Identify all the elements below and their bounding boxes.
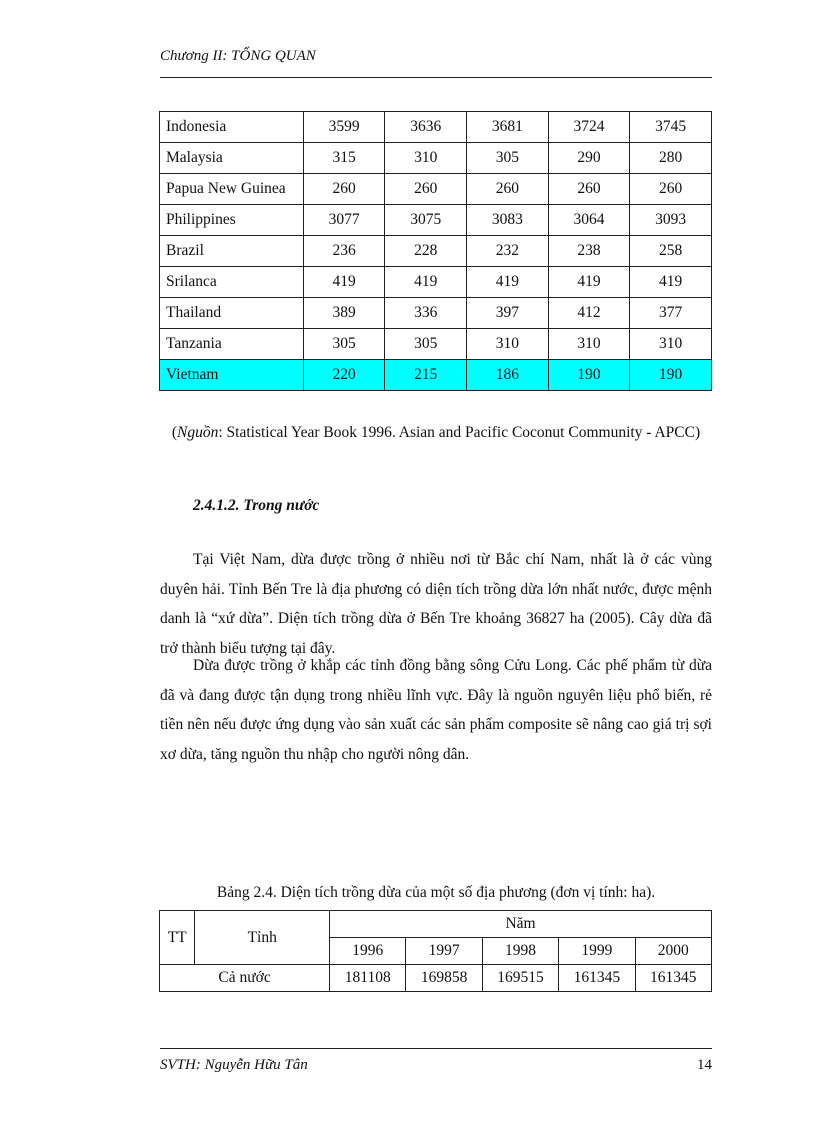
value-cell: 305 [303, 329, 385, 360]
coconut-area-by-province-table [159, 910, 712, 992]
table-2-caption: Bảng 2.4. Diện tích trồng dừa của một số địa phương (đơn vị tính: ha). [216, 884, 656, 901]
value-cell: 215 [385, 360, 467, 391]
table-row [160, 174, 712, 205]
table-source-note [160, 420, 712, 446]
value-cell: 238 [548, 236, 630, 267]
value-cell: 310 [548, 329, 630, 360]
table-row [160, 360, 712, 391]
country-cell: Srilanca [160, 267, 304, 298]
value-cell: 260 [630, 174, 712, 205]
total-value: 169858 [406, 965, 482, 992]
value-cell: 315 [303, 143, 385, 174]
page-number: 14 [697, 1057, 712, 1073]
value-cell: 186 [467, 360, 549, 391]
col-header-year: 2000 [635, 938, 711, 965]
value-cell: 397 [467, 298, 549, 329]
paragraph-2: Dừa được trồng ở khắp các tỉnh đồng bằng sông Cửu Long. Các phế phẩm từ dừa đã và đang được tận dụng trong nhiều lĩnh vực. Đây là nguồn nguyên liệu phổ biến, rẻ tiền nên nếu được ứng dụng vào sản xuất các sản phẩm composite sẽ nâng cao giá trị sợi xơ dừa, tăng nguồn thu nhập cho người nông dân. [160, 657, 712, 763]
header-rule [160, 77, 712, 78]
col-header-province: Tỉnh [195, 911, 330, 965]
country-cell: Brazil [160, 236, 304, 267]
table-row [160, 298, 712, 329]
value-cell: 260 [467, 174, 549, 205]
total-value: 181108 [330, 965, 406, 992]
table-row [160, 143, 712, 174]
value-cell: 419 [467, 267, 549, 298]
value-cell: 419 [630, 267, 712, 298]
table-row [160, 205, 712, 236]
country-cell: Philippines [160, 205, 304, 236]
value-cell: 290 [548, 143, 630, 174]
total-value: 161345 [635, 965, 711, 992]
country-cell: Vietnam [160, 360, 304, 391]
paragraph-1: Tại Việt Nam, dừa được trồng ở nhiều nơi từ Bắc chí Nam, nhất là ở các vùng duyên hải. Tỉnh Bến Tre là địa phương có diện tích trồng dừa lớn nhất nước, được mệnh danh là “xứ dừa”. Diện tích trồng dừa ở Bến Tre khoảng 36827 ha (2005). Cây dừa đã trở thành biểu tượng tại đây. [160, 551, 712, 657]
value-cell: 260 [303, 174, 385, 205]
value-cell: 305 [385, 329, 467, 360]
value-cell: 419 [303, 267, 385, 298]
value-cell: 260 [385, 174, 467, 205]
value-cell: 310 [630, 329, 712, 360]
col-header-tt: TT [160, 911, 195, 965]
table-row-total [160, 965, 712, 992]
table-row [160, 267, 712, 298]
value-cell: 3636 [385, 112, 467, 143]
value-cell: 232 [467, 236, 549, 267]
country-cell: Indonesia [160, 112, 304, 143]
country-cell: Malaysia [160, 143, 304, 174]
source-text: : Statistical Year Book 1996. Asian and Pacific Coconut Community - APCC) [218, 424, 701, 441]
value-cell: 3681 [467, 112, 549, 143]
value-cell: 310 [385, 143, 467, 174]
country-cell: Thailand [160, 298, 304, 329]
value-cell: 228 [385, 236, 467, 267]
value-cell: 3064 [548, 205, 630, 236]
value-cell: 377 [630, 298, 712, 329]
value-cell: 3083 [467, 205, 549, 236]
value-cell: 190 [548, 360, 630, 391]
source-label: Nguồn [177, 424, 219, 441]
value-cell: 3093 [630, 205, 712, 236]
col-header-year: 1999 [559, 938, 635, 965]
value-cell: 336 [385, 298, 467, 329]
value-cell: 412 [548, 298, 630, 329]
col-header-year: 1996 [330, 938, 406, 965]
value-cell: 3745 [630, 112, 712, 143]
value-cell: 3075 [385, 205, 467, 236]
footer-rule [160, 1048, 712, 1049]
col-header-year: 1998 [482, 938, 558, 965]
value-cell: 310 [467, 329, 549, 360]
total-value: 161345 [559, 965, 635, 992]
value-cell: 258 [630, 236, 712, 267]
col-header-year: 1997 [406, 938, 482, 965]
value-cell: 419 [548, 267, 630, 298]
value-cell: 280 [630, 143, 712, 174]
total-label: Cả nước [160, 965, 330, 992]
table-row [160, 329, 712, 360]
total-value: 169515 [482, 965, 558, 992]
running-header-title: Chương II: TỔNG QUAN [160, 48, 316, 64]
country-cell: Papua New Guinea [160, 174, 304, 205]
value-cell: 220 [303, 360, 385, 391]
value-cell: 3077 [303, 205, 385, 236]
footer-author: SVTH: Nguyễn Hữu Tân [160, 1057, 308, 1073]
value-cell: 419 [385, 267, 467, 298]
value-cell: 3599 [303, 112, 385, 143]
coconut-area-by-country-table [159, 111, 712, 391]
table-row [160, 236, 712, 267]
source-open-paren: ( [171, 424, 178, 441]
value-cell: 305 [467, 143, 549, 174]
value-cell: 236 [303, 236, 385, 267]
value-cell: 190 [630, 360, 712, 391]
value-cell: 3724 [548, 112, 630, 143]
section-heading: 2.4.1.2. Trong nước [193, 497, 320, 514]
country-cell: Tanzania [160, 329, 304, 360]
table-row [160, 112, 712, 143]
col-header-year-group: Năm [330, 911, 712, 938]
value-cell: 260 [548, 174, 630, 205]
value-cell: 389 [303, 298, 385, 329]
